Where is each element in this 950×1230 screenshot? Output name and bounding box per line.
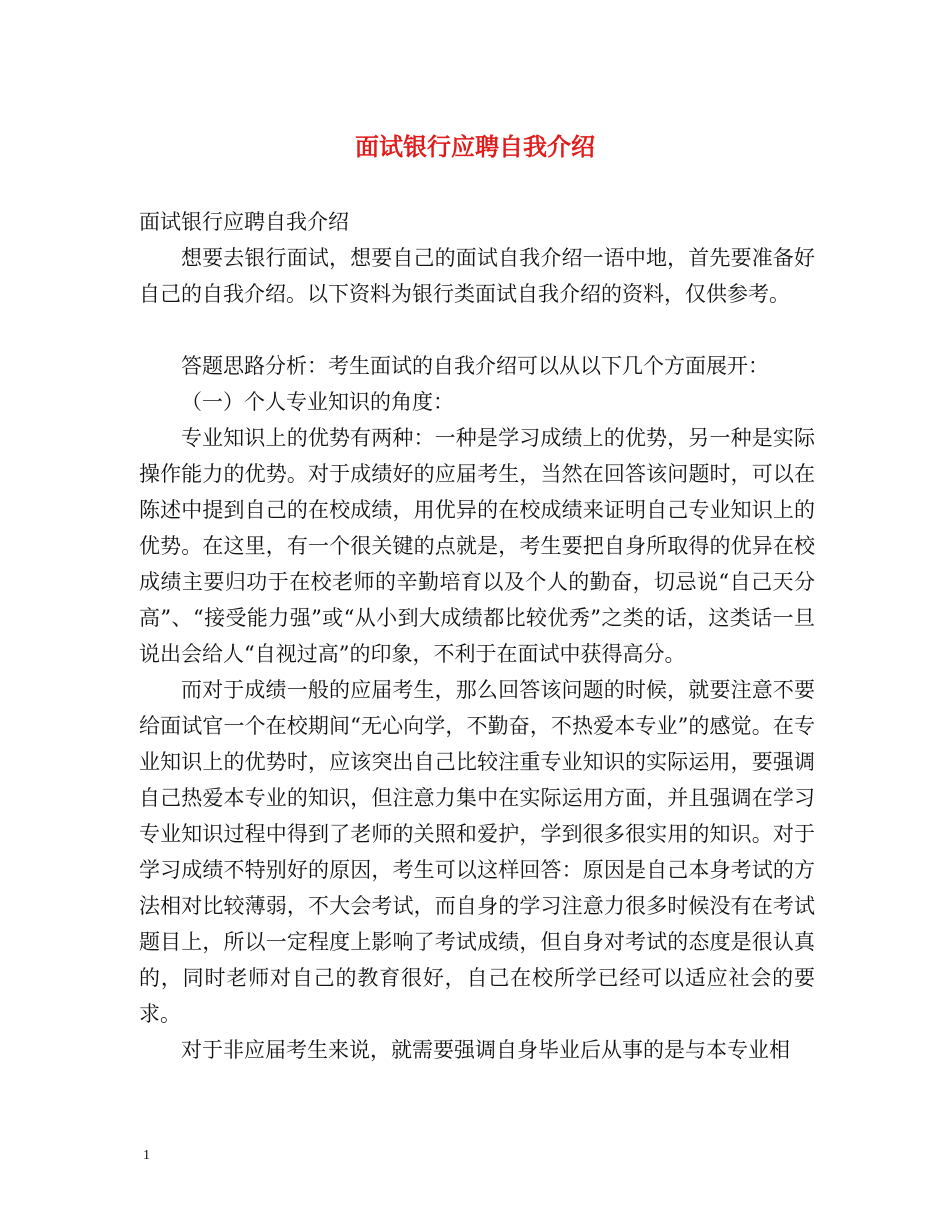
document-title: 面试银行应聘自我介绍 — [355, 132, 595, 161]
blank-line — [139, 312, 815, 348]
page-number: 1 — [143, 1148, 150, 1163]
body-paragraph: 而对于成绩一般的应届考生，那么回答该问题的时候，就要注意不要给面试官一个在校期间“无心向学，不勤奋，不热爱本专业”的感觉。在专业知识上的优势时，应该突出自己比较注重专业知识的实际运用，要强调自己热爱本专业的知识，但注意力集中在实际运用方面，并且强调在学习专业知识过程中得到了老师的关照和爱护，学到很多很实用的知识。对于学习成绩不特别好的原因，考生可以这样回答：原因是自己本身考试的方法相对比较薄弱，不大会考试，而自身的学习注意力很多时候没有在考试题目上，所以一定程度上影响了考试成绩，但自身对考试的态度是很认真的，同时老师对自己的教育很好，自己在校所学已经可以适应社会的要求。 — [139, 678, 815, 1026]
intro-paragraph: 想要去银行面试，想要自己的面试自我介绍一语中地，首先要准备好自己的自我介绍。以下资料为银行类面试自我介绍的资料，仅供参考。 — [139, 246, 815, 306]
body-paragraph: 专业知识上的优势有两种：一种是学习成绩上的优势，另一种是实际操作能力的优势。对于成绩好的应届考生，当然在回答该问题时，可以在陈述中提到自己的在校成绩，用优异的在校成绩来证明自己专业知识上的优势。在这里，有一个很关键的点就是，考生要把自身所取得的优异在校成绩主要归功于在校老师的辛勤培育以及个人的勤奋，切忌说“自己天分高”、“接受能力强”或“从小到大成绩都比较优秀”之类的话，这类话一旦说出会给人“自视过高”的印象，不利于在面试中获得高分。 — [139, 426, 815, 666]
subtitle-line: 面试银行应聘自我介绍 — [139, 210, 349, 234]
analysis-paragraph: 答题思路分析：考生面试的自我介绍可以从以下几个方面展开： — [181, 354, 769, 378]
section-heading: （一）个人专业知识的角度： — [181, 390, 454, 414]
body-paragraph: 对于非应届考生来说，就需要强调自身毕业后从事的是与本专业相 — [181, 1038, 790, 1062]
document-body — [139, 204, 815, 1068]
